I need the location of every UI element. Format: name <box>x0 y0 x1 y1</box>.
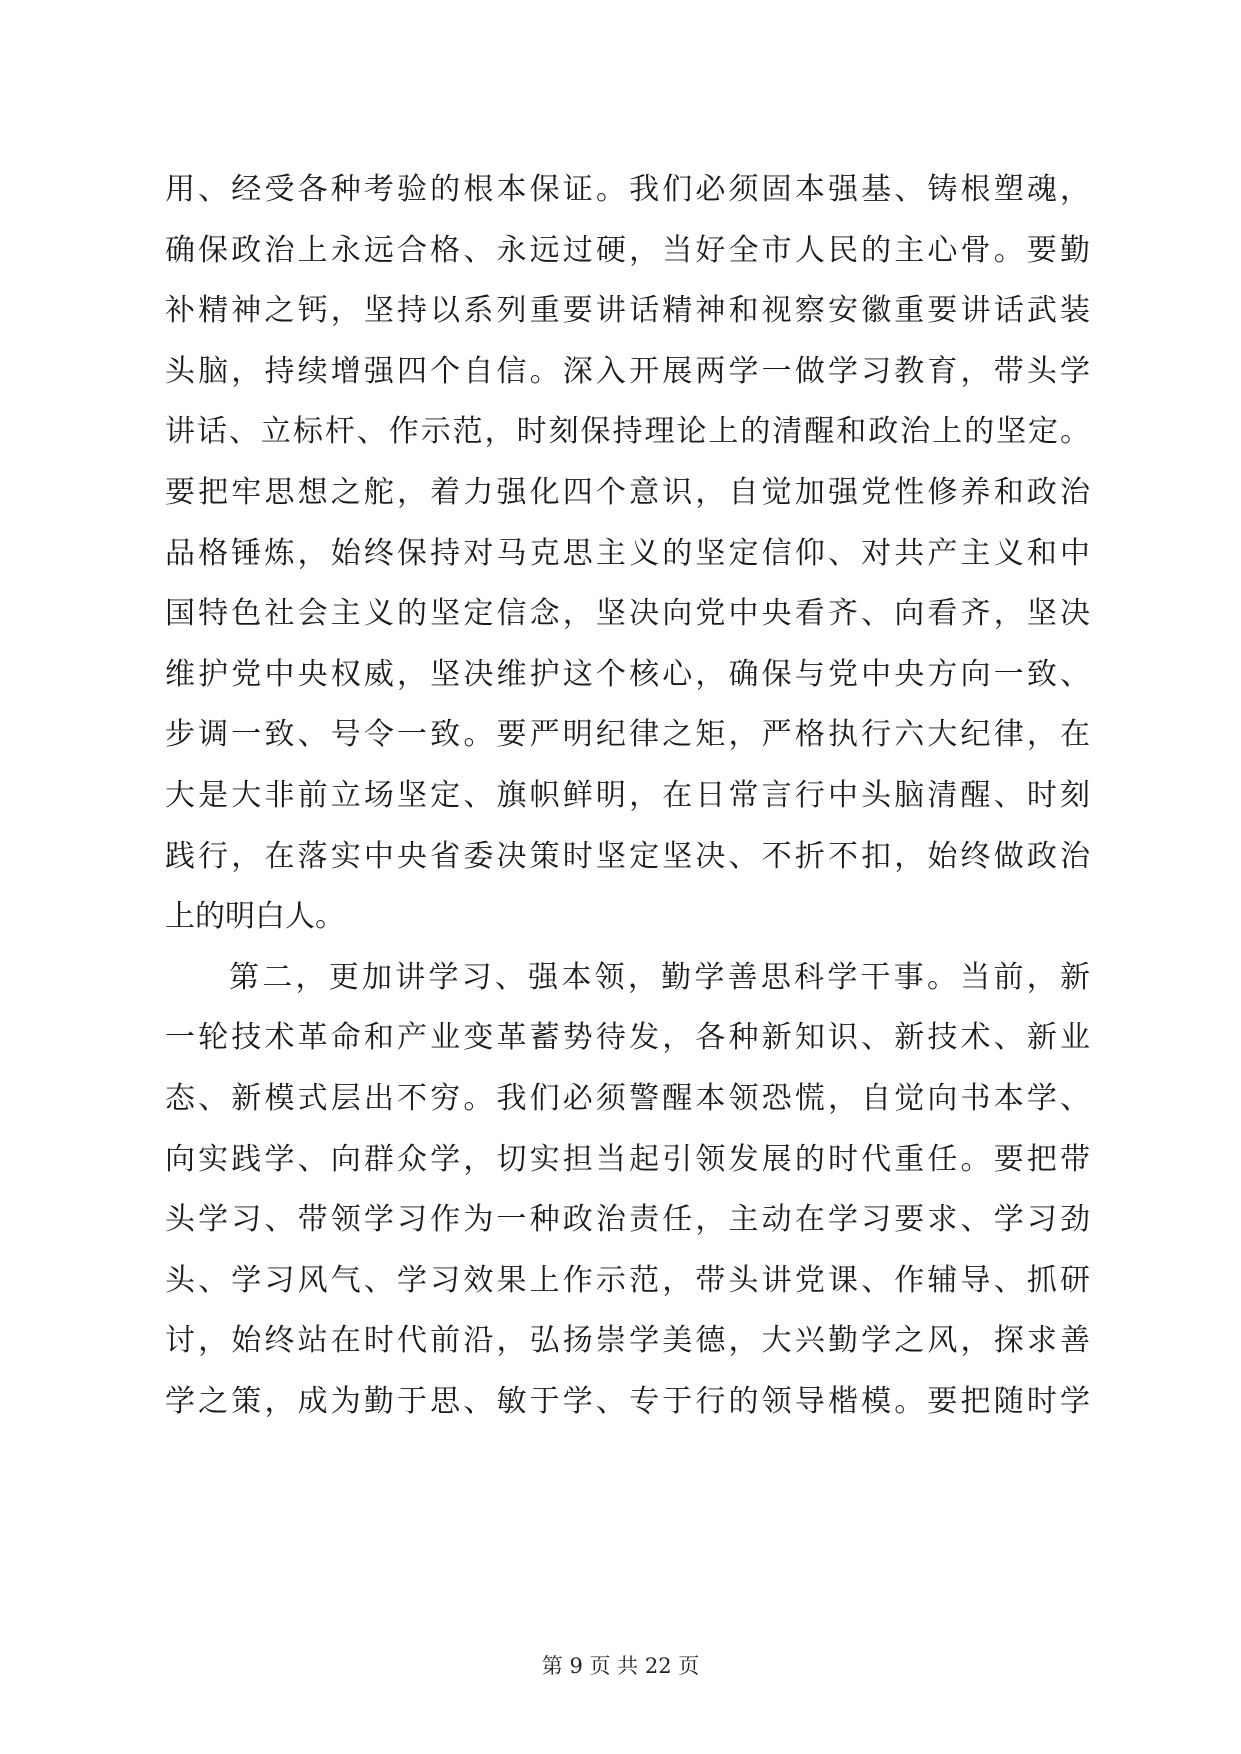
text-line: 头、学习风气、学习效果上作示范，带头讲党课、作辅导、抓研 <box>165 1262 1090 1298</box>
text-line: 头学习、带领学习作为一种政治责任，主动在学习要求、学习劲 <box>165 1202 1090 1238</box>
text-line: 讨，始终站在时代前沿，弘扬崇学美德，大兴勤学之风，探求善 <box>165 1323 1090 1359</box>
text-line: 维护党中央权威，坚决维护这个核心，确保与党中央方向一致、 <box>165 656 1090 692</box>
text-line: 学之策，成为勤于思、敏于学、专于行的领导楷模。要把随时学 <box>165 1383 1090 1419</box>
text-line: 践行，在落实中央省委决策时坚定坚决、不折不扣，始终做政治 <box>165 838 1090 874</box>
text-line: 讲话、立标杆、作示范，时刻保持理论上的清醒和政治上的坚定。 <box>165 414 1090 450</box>
text-line: 第二，更加讲学习、强本领，勤学善思科学干事。当前，新 <box>229 959 1090 995</box>
text-line: 上的明白人。 <box>165 899 345 935</box>
text-line: 确保政治上永远合格、永远过硬，当好全市人民的主心骨。要勤 <box>165 232 1090 268</box>
text-line: 向实践学、向群众学，切实担当起引领发展的时代重任。要把带 <box>165 1141 1090 1177</box>
paragraph-2 <box>165 948 1090 1433</box>
text-line: 要把牢思想之舵，着力强化四个意识，自觉加强党性修养和政治 <box>165 474 1090 510</box>
text-line: 用、经受各种考验的根本保证。我们必须固本强基、铸根塑魂， <box>165 172 1090 207</box>
text-line: 步调一致、号令一致。要严明纪律之矩，严格执行六大纪律，在 <box>165 717 1090 753</box>
text-line: 一轮技术革命和产业变革蓄势待发，各种新知识、新技术、新业 <box>165 1020 1090 1056</box>
paragraph-1 <box>165 160 1090 948</box>
text-line: 国特色社会主义的坚定信念，坚决向党中央看齐、向看齐，坚决 <box>165 596 1090 632</box>
text-line: 补精神之钙，坚持以系列重要讲话精神和视察安徽重要讲话武装 <box>165 293 1090 329</box>
text-line: 大是大非前立场坚定、旗帜鲜明，在日常言行中头脑清醒、时刻 <box>165 777 1090 813</box>
text-line: 头脑，持续增强四个自信。深入开展两学一做学习教育，带头学 <box>165 353 1090 389</box>
page-number-footer: 第 9 页 共 22 页 <box>541 1654 700 1678</box>
text-line: 态、新模式层出不穷。我们必须警醒本领恐慌，自觉向书本学、 <box>165 1080 1090 1116</box>
body-text <box>165 160 1090 1432</box>
text-line: 品格锤炼，始终保持对马克思主义的坚定信仰、对共产主义和中 <box>165 535 1090 571</box>
